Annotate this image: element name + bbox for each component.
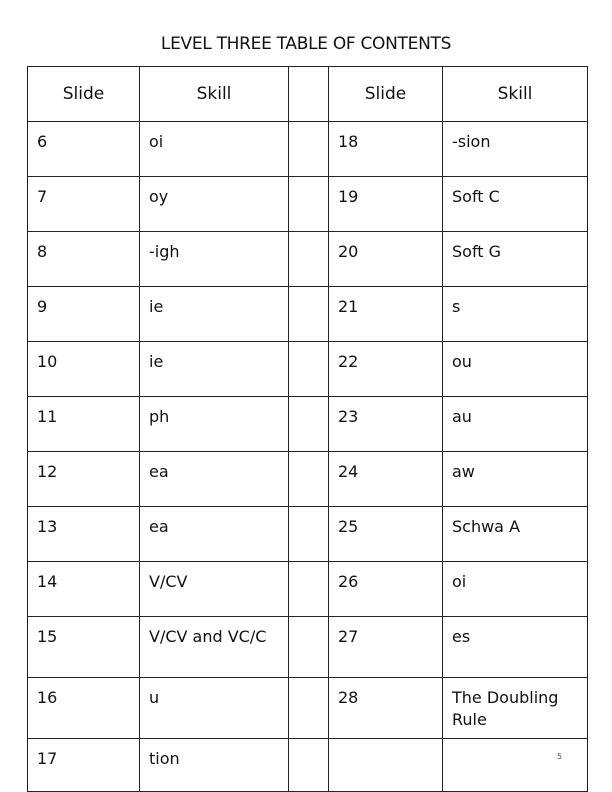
table-row	[28, 507, 588, 562]
right-skill-cell	[443, 287, 588, 342]
slide-number: 22	[338, 352, 359, 371]
skill-label: ie	[149, 352, 164, 371]
table-row	[28, 678, 588, 739]
right-skill-cell	[443, 562, 588, 617]
slide-number: 7	[37, 187, 48, 206]
spacer-column-cell	[289, 122, 329, 177]
table-row	[28, 617, 588, 678]
right-slide-cell	[329, 342, 443, 397]
skill-label: oi	[452, 572, 467, 591]
skill-label	[443, 739, 587, 748]
right-slide-cell	[329, 562, 443, 617]
slide-number: 16	[37, 688, 58, 707]
slide-number: 19	[338, 187, 359, 206]
right-skill-cell	[443, 177, 588, 232]
left-slide-cell	[28, 452, 140, 507]
right-skill-cell	[443, 739, 588, 792]
right-skill-cell	[443, 342, 588, 397]
header-slide-left: Slide	[28, 67, 140, 122]
right-slide-cell	[329, 232, 443, 287]
spacer-column-cell	[289, 678, 329, 739]
contents-table	[27, 66, 588, 792]
spacer-column-cell	[289, 562, 329, 617]
spacer-column-cell	[289, 452, 329, 507]
left-slide-cell	[28, 342, 140, 397]
right-skill-cell	[443, 452, 588, 507]
spacer-column-cell	[289, 287, 329, 342]
table-header-row	[28, 67, 588, 122]
right-slide-cell	[329, 452, 443, 507]
right-skill-cell	[443, 617, 588, 678]
skill-label: es	[452, 627, 471, 646]
slide-number	[329, 739, 442, 748]
slide-number: 21	[338, 297, 359, 316]
skill-label: Soft C	[452, 187, 500, 206]
spacer-column-cell	[289, 232, 329, 287]
spacer-column-cell	[289, 507, 329, 562]
slide-number: 17	[37, 749, 58, 768]
left-slide-cell	[28, 287, 140, 342]
slide-number: 12	[37, 462, 58, 481]
skill-label: V/CV	[149, 572, 188, 591]
table-row	[28, 232, 588, 287]
left-slide-cell	[28, 507, 140, 562]
left-slide-cell	[28, 177, 140, 232]
left-skill-cell	[140, 342, 289, 397]
spacer-column-cell	[289, 739, 329, 792]
table-row	[28, 122, 588, 177]
slide-number: 6	[37, 132, 48, 151]
table-row	[28, 342, 588, 397]
slide-number: 26	[338, 572, 359, 591]
skill-label: ea	[149, 517, 169, 536]
right-slide-cell	[329, 617, 443, 678]
slide-number: 23	[338, 407, 359, 426]
right-slide-cell	[329, 397, 443, 452]
slide-number: 14	[37, 572, 58, 591]
right-skill-cell	[443, 232, 588, 287]
skill-label: aw	[452, 462, 475, 481]
spacer-column-cell	[289, 177, 329, 232]
skill-label: V/CV and VC/C	[149, 627, 267, 646]
left-skill-cell	[140, 678, 289, 739]
right-slide-cell	[329, 739, 443, 792]
slide-number: 11	[37, 407, 58, 426]
right-skill-cell	[443, 122, 588, 177]
skill-label: oi	[149, 132, 164, 151]
skill-label: Schwa A	[452, 517, 521, 536]
spacer-column-cell	[289, 342, 329, 397]
skill-label: Soft G	[452, 242, 502, 261]
slide-number: 24	[338, 462, 359, 481]
left-slide-cell	[28, 617, 140, 678]
right-skill-cell	[443, 397, 588, 452]
spacer-column-cell	[289, 67, 329, 122]
left-skill-cell	[140, 177, 289, 232]
page-number: 5	[557, 752, 563, 761]
skill-label: u	[149, 688, 160, 707]
left-slide-cell	[28, 739, 140, 792]
left-skill-cell	[140, 562, 289, 617]
right-slide-cell	[329, 122, 443, 177]
right-slide-cell	[329, 177, 443, 232]
right-skill-cell	[443, 678, 588, 739]
left-skill-cell	[140, 617, 289, 678]
table-row	[28, 397, 588, 452]
right-skill-cell	[443, 507, 588, 562]
left-slide-cell	[28, 232, 140, 287]
slide-number: 20	[338, 242, 359, 261]
header-skill-right: Skill	[443, 67, 588, 122]
table-row	[28, 177, 588, 232]
right-slide-cell	[329, 678, 443, 739]
left-slide-cell	[28, 678, 140, 739]
left-skill-cell	[140, 287, 289, 342]
table-row	[28, 739, 588, 792]
left-skill-cell	[140, 232, 289, 287]
slide-number: 18	[338, 132, 359, 151]
skill-label: tion	[149, 749, 180, 768]
slide-number: 10	[37, 352, 58, 371]
slide-number: 25	[338, 517, 359, 536]
table-row	[28, 452, 588, 507]
skill-label: ph	[149, 407, 170, 426]
skill-label: ea	[149, 462, 169, 481]
left-slide-cell	[28, 397, 140, 452]
header-skill-left: Skill	[140, 67, 289, 122]
skill-label: ie	[149, 297, 164, 316]
right-slide-cell	[329, 287, 443, 342]
left-slide-cell	[28, 122, 140, 177]
left-skill-cell	[140, 452, 289, 507]
skill-label: s	[452, 297, 461, 316]
slide-number: 13	[37, 517, 58, 536]
table-row	[28, 562, 588, 617]
slide-number: 8	[37, 242, 48, 261]
skill-label: ou	[452, 352, 472, 371]
header-slide-right: Slide	[329, 67, 443, 122]
table-row	[28, 287, 588, 342]
skill-label: -igh	[149, 242, 180, 261]
page-title: LEVEL THREE TABLE OF CONTENTS	[160, 34, 452, 54]
left-skill-cell	[140, 739, 289, 792]
slide-number: 15	[37, 627, 58, 646]
skill-label: au	[452, 407, 472, 426]
skill-label: The Doubling Rule	[452, 688, 559, 729]
spacer-column-cell	[289, 397, 329, 452]
left-skill-cell	[140, 122, 289, 177]
left-skill-cell	[140, 507, 289, 562]
left-slide-cell	[28, 562, 140, 617]
left-skill-cell	[140, 397, 289, 452]
skill-label: oy	[149, 187, 169, 206]
slide-number: 27	[338, 627, 359, 646]
slide-number: 9	[37, 297, 48, 316]
slide-number: 28	[338, 688, 359, 707]
skill-label: -sion	[452, 132, 491, 151]
right-slide-cell	[329, 507, 443, 562]
spacer-column-cell	[289, 617, 329, 678]
